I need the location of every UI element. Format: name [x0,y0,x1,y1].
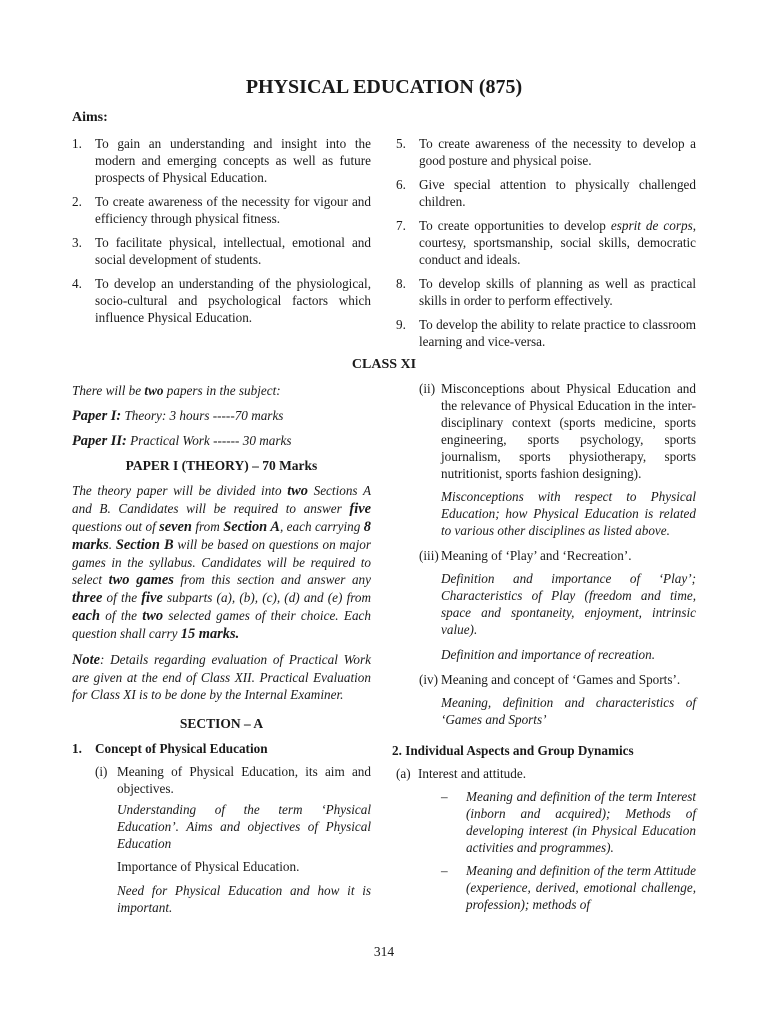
aim-number: 1. [72,136,82,151]
subtopic-text: Interest and attitude. [418,766,527,781]
subtopic [396,547,696,564]
aim-number: 8. [396,276,406,291]
section-heading: SECTION – A [179,716,264,731]
text-run: of the [99,608,143,623]
text-run: subparts (a), (b), (c), (d) and (e) from [162,590,371,605]
text-bold: three [72,590,103,606]
text-bold: five [349,501,371,517]
subtopic-text: Misconceptions about Physical Education and the relevance of Physical Education in the inter-disciplinary context (sports medicine, sports engineering, sports psychology, sports journalism, sports physiotherapy, sports nutritionist, sports fashion designing). [441,381,696,481]
text-bold: two [287,483,308,499]
text-bold: Section B [115,537,174,553]
subtopic-line: Importance of Physical Education. [117,859,300,874]
aim-text-italic: esprit de corps [610,218,693,233]
paper-1-text: Theory: 3 hours -----70 marks [121,408,284,423]
subtopic-marker: (iii) [419,548,439,563]
text-run: of the [102,590,142,605]
note-paragraph [72,651,371,703]
aim-text: To develop the ability to relate practice to classroom learning and vice-versa. [419,317,696,349]
dash-text: Meaning and definition of the term Attitude (experience, derived, emotional challenge, profession); methods of [466,863,696,912]
aim-item [396,135,696,169]
aim-number: 4. [72,276,82,291]
intro-part: There will be [72,383,145,398]
text-bold: two [142,608,164,624]
topic-heading: 2. Individual Aspects and Group Dynamics [392,743,634,758]
text-run: The theory paper will be divided into [72,483,288,498]
topic-heading [72,740,371,757]
text-bold: 15 marks. [180,626,240,642]
class-heading: CLASS XI [351,357,417,372]
subtopic-description: Meaning, definition and characteristics of ‘Games and Sports’ [441,695,696,727]
aim-text: To gain an understanding and insight into the modern and emerging concepts as well as future prospects of Physical Education. [95,136,371,185]
aim-item [72,234,371,268]
page-number: 314 [373,944,395,959]
aim-item [396,316,696,350]
aim-number: 9. [396,317,406,332]
aim-text: To create opportunities to develop [419,218,611,233]
aim-number: 2. [72,194,82,209]
aim-text: To develop skills of planning as well as practical skills in order to perform effectively. [419,276,696,308]
aim-item [72,135,371,186]
subtopic-marker: (ii) [419,381,436,396]
aim-item [396,176,696,210]
text-bold: five [141,590,163,606]
aim-item [72,193,371,227]
topic-number: 1. [72,741,82,756]
paper-1-line [72,407,371,425]
topic-text: Concept of Physical Education [95,741,268,756]
subtopic-text: Meaning and concept of ‘Games and Sports’. [441,672,681,687]
right-column [392,380,696,919]
subtopic-marker: (a) [396,766,411,781]
subtopic [396,765,696,782]
aims-heading: Aims: [72,110,108,125]
aims-list-right [396,135,696,357]
subtopic-marker: (i) [95,764,108,779]
subtopic-description: Definition and importance of ‘Play’; Characteristics of Play (freedom and time, space and spontaneity, enjoyment, intrinsic value). [441,571,696,637]
text-run: from [191,519,224,534]
text-run: will be based on questions on major games in the syllabus. Candidates will be required to select [72,537,371,587]
aim-item [72,275,371,326]
theory-paragraph [72,482,371,643]
text-run: Sections A and B. Candidates will be required to answer [72,483,371,516]
text-bold: two games [108,572,174,588]
subtopic-marker: (iv) [419,672,439,687]
paper-heading: PAPER I (THEORY) – 70 Marks [125,458,318,473]
text-bold: seven [159,519,192,535]
text-run: questions out of [72,519,160,534]
intro-bold: two [144,383,164,398]
intro-text [72,382,371,399]
subtopic-description: Need for Physical Education and how it is important. [117,883,371,915]
text-run: selected games of their choice. Each question shall carry [72,608,371,641]
note-label: Note [72,652,100,668]
aims-list-left [72,135,371,333]
dash-item [396,788,696,856]
aim-number: 3. [72,235,82,250]
page-title: PHYSICAL EDUCATION (875) [245,76,523,98]
text-run: from this section and answer any [173,572,371,587]
aim-number: 5. [396,136,406,151]
left-column [72,382,371,922]
subtopic [72,763,371,797]
subtopic-description: Understanding of the term ‘Physical Education’. Aims and objectives of Physical Education [117,802,371,851]
aim-number: 6. [396,177,406,192]
note-text: : Details regarding evaluation of Practical Work are given at the end of Class XII. Practical Evaluation for Class XI is to be done by the Internal Examiner. [72,652,371,702]
text-run: , each carrying [279,519,364,534]
paper-2-text: Practical Work ------ 30 marks [126,433,292,448]
subtopic-text: Meaning of Physical Education, its aim and objectives. [117,764,371,796]
aim-text: Give special attention to physically challenged children. [419,177,696,209]
aim-item [396,275,696,309]
text-bold: each [72,608,100,624]
aim-text: To develop an understanding of the physiological, socio-cultural and psychological factors which influence Physical Education. [95,276,371,325]
subtopic [396,380,696,482]
subtopic-description: Misconceptions with respect to Physical Education; how Physical Education is related to various other disciplines as listed above. [441,489,696,538]
text-bold: 8 marks [72,519,371,553]
dash-marker: – [441,863,448,878]
aim-text: To create awareness of the necessity to develop a good posture and physical poise. [419,136,696,168]
dash-marker: – [441,789,448,804]
subtopic [396,671,696,688]
subtopic-text: Meaning of ‘Play’ and ‘Recreation’. [441,548,632,563]
subtopic-description: Definition and importance of recreation. [441,647,656,662]
aim-number: 7. [396,218,406,233]
aim-text: To facilitate physical, intellectual, emotional and social development of students. [95,235,371,267]
aim-item [396,217,696,268]
paper-1-label: Paper I: [72,408,122,424]
intro-part: papers in the subject: [163,383,281,398]
aim-text: , courtesy, sportsmanship, social skills, democratic conduct and ideals. [419,218,696,267]
text-run: . [108,537,116,552]
dash-text: Meaning and definition of the term Interest (inborn and acquired); Methods of developing interest (in Physical Education activities and programmes). [466,789,696,855]
text-bold: Section A [223,519,280,535]
dash-item [396,862,696,913]
paper-2-label: Paper II: [72,433,127,449]
paper-2-line [72,432,371,450]
aim-text: To create awareness of the necessity for vigour and efficiency through physical fitness. [95,194,371,226]
